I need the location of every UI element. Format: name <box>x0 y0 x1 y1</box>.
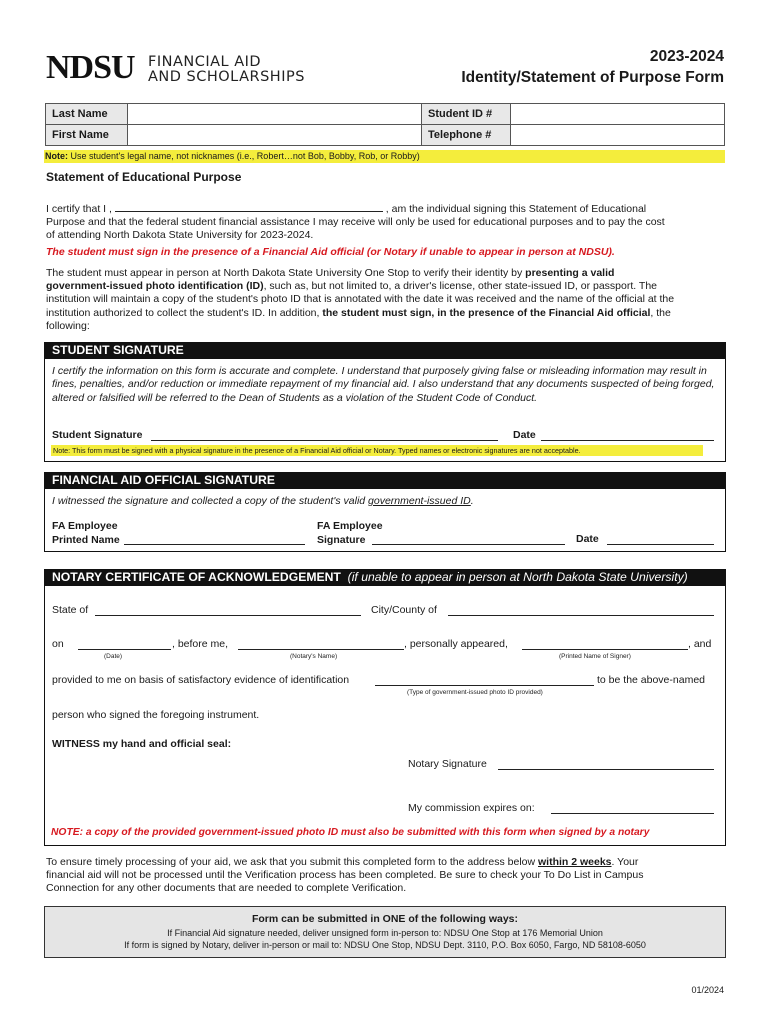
logo-line2: AND SCHOLARSHIPS <box>148 69 305 85</box>
identity-paragraph <box>46 267 730 333</box>
notary-name-field[interactable] <box>238 638 404 650</box>
id-text-5: , the <box>650 306 671 319</box>
footer-text-1: To ensure timely processing of your aid, we ask that you submit this completed form to the address below <box>46 856 538 868</box>
certify-text-3: Purpose and that the federal student financial assistance I may receive will only be used for educational purposes and to pay the cost <box>46 216 665 229</box>
fa-text-3: . <box>470 495 474 507</box>
fa-label-2: Printed Name <box>52 534 120 546</box>
legal-name-note <box>44 150 725 163</box>
city-field[interactable] <box>448 604 714 616</box>
footer-text-3: financial aid will not be processed until the Verification process has been completed. Be sure to check your To Do List in Campus <box>46 869 644 882</box>
fa-label-3: FA Employee <box>317 520 383 532</box>
last-name-field[interactable] <box>128 104 422 125</box>
footer-text-bold: within 2 weeks <box>538 856 612 868</box>
photo-id-type-field[interactable] <box>375 674 594 686</box>
above-named-label: to be the above-named <box>597 674 705 686</box>
appeared-label: , personally appeared, <box>404 638 508 650</box>
fa-witness-text <box>52 495 474 508</box>
form-version: 01/2024 <box>691 985 724 995</box>
form-title: Identity/Statement of Purpose Form <box>461 69 724 86</box>
ndsu-logo: NDSU <box>46 49 135 86</box>
provided-label: provided to me on basis of satisfactory evidence of identification <box>52 674 350 686</box>
id-text-3: institution will maintain a copy of the student's photo ID that is annotated with the date it was received and the name of the official at the <box>46 293 675 306</box>
fa-employee-name-label <box>52 519 120 547</box>
id-text-6: following: <box>46 319 90 332</box>
state-field[interactable] <box>95 604 361 616</box>
submission-title: Form can be submitted in ONE of the following ways: <box>251 913 519 925</box>
witness-text: WITNESS my hand and official seal: <box>52 738 232 750</box>
identity-table <box>45 103 725 146</box>
fa-signature-field[interactable] <box>372 533 565 545</box>
submission-box <box>44 906 726 958</box>
submission-line-1: If Financial Aid signature needed, deliver unsigned form in-person to: NDSU One Stop at 176 Memorial Union <box>167 928 603 938</box>
last-name-label: Last Name <box>46 104 128 125</box>
notary-title-bar <box>44 569 726 586</box>
commission-field[interactable] <box>551 802 714 814</box>
certify-text: I certify that I , <box>46 203 112 215</box>
form-year: 2023-2024 <box>649 48 724 65</box>
student-signature-field[interactable] <box>151 429 498 441</box>
telephone-field[interactable] <box>511 125 725 146</box>
and-label: , and <box>688 638 712 650</box>
fa-label-4: Signature <box>317 534 366 546</box>
fa-date-field[interactable] <box>607 533 714 545</box>
telephone-label: Telephone # <box>422 125 511 146</box>
logo-line1: FINANCIAL AID <box>148 54 262 70</box>
certify-name-field[interactable] <box>115 200 383 212</box>
id-text-bold-1: presenting a valid <box>525 267 615 279</box>
notary-name-caption: (Notary's Name) <box>290 653 338 660</box>
id-text-2: , such as, but not limited to, a driver's license, other state-issued ID, or passport. The <box>263 280 658 293</box>
submission-line-2: If form is signed by Notary, deliver in-person or mail to: NDSU One Stop, NDSU Dept. 3110, P.O. Box 6050, Fargo, ND 58108-6050 <box>124 940 646 950</box>
commission-label: My commission expires on: <box>408 802 535 814</box>
timely-processing-text <box>46 856 730 896</box>
signer-name-field[interactable] <box>522 638 688 650</box>
logo-subtitle <box>148 55 305 85</box>
city-label: City/County of <box>371 604 437 616</box>
fa-signature-title: FINANCIAL AID OFFICIAL SIGNATURE <box>44 472 726 489</box>
signer-name-caption: (Printed Name of Signer) <box>559 653 631 660</box>
state-label: State of <box>52 604 89 616</box>
student-id-field[interactable] <box>511 104 725 125</box>
first-name-field[interactable] <box>128 125 422 146</box>
before-me-label: , before me, <box>172 638 229 650</box>
signature-note: Note: This form must be signed with a physical signature in the presence of a Financial Aid official or Notary. Typed names or electronic signatures are not acceptable. <box>51 445 703 456</box>
fa-label-1: FA Employee <box>52 520 118 532</box>
certify-text-4: of attending North Dakota State University for 2023-2024. <box>46 229 314 242</box>
student-signature-title: STUDENT SIGNATURE <box>44 342 726 359</box>
notary-subtitle: (if unable to appear in person at North Dakota State University) <box>347 570 688 584</box>
footer-text-4: Connection for any other documents that are needed to complete Verification. <box>46 882 407 895</box>
notary-signature-field[interactable] <box>498 758 714 770</box>
fa-text-2: government-issued ID <box>368 495 471 507</box>
fa-date-label: Date <box>576 533 599 545</box>
student-signature-label: Student Signature <box>52 429 143 441</box>
notary-title: NOTARY CERTIFICATE OF ACKNOWLEDGEMENT <box>52 570 341 584</box>
student-date-label: Date <box>513 429 536 441</box>
certify-text-2: , am the individual signing this Statement of Educational <box>385 203 647 215</box>
first-name-label: First Name <box>46 125 128 146</box>
on-label: on <box>52 638 64 650</box>
student-id-label: Student ID # <box>422 104 511 125</box>
id-text-1: The student must appear in person at North Dakota State University One Stop to verify their identity by <box>46 267 526 279</box>
statement-paragraph <box>46 200 736 243</box>
date-caption: (Date) <box>104 653 123 660</box>
sign-presence-warning: The student must sign in the presence of a Financial Aid official (or Notary if unable to appear in person at NDSU). <box>46 246 615 258</box>
statement-title: Statement of Educational Purpose <box>46 170 242 184</box>
id-text-bold-2: government-issued photo identification (ID) <box>46 280 264 293</box>
notary-note: NOTE: a copy of the provided government-issued photo ID must also be submitted with this form when signed by a notary <box>51 827 650 838</box>
note-text: Use student's legal name, not nicknames (i.e., Robert…not Bob, Bobby, Rob, or Robby) <box>68 151 420 161</box>
form-header <box>461 46 724 88</box>
id-text-4: institution authorized to collect the student's ID. In addition, <box>46 306 323 319</box>
photo-id-caption: (Type of government-issued photo ID provided) <box>407 689 543 696</box>
student-certify-text: I certify the information on this form is accurate and complete. I understand that purposely giving false or misleading information may result in fines, penalties, and/or reduction or immediate repayment of my financial aid. I also understand that any documents suspected of being forged, altered or falsified will be referred to the Dean of Students as a violation of the Student Code of Conduct. <box>52 365 715 404</box>
notary-signature-label: Notary Signature <box>408 758 487 770</box>
student-date-field[interactable] <box>541 429 714 441</box>
note-label: Note: <box>45 151 68 161</box>
footer-text-2: . Your <box>611 856 639 868</box>
foregoing-text: person who signed the foregoing instrument. <box>52 709 260 721</box>
notary-date-field[interactable] <box>78 638 171 650</box>
fa-text-1: I witnessed the signature and collected a copy of the student's valid <box>52 495 369 507</box>
fa-printed-name-field[interactable] <box>124 533 305 545</box>
id-text-bold-3: the student must sign, in the presence of the Financial Aid official <box>322 306 651 319</box>
